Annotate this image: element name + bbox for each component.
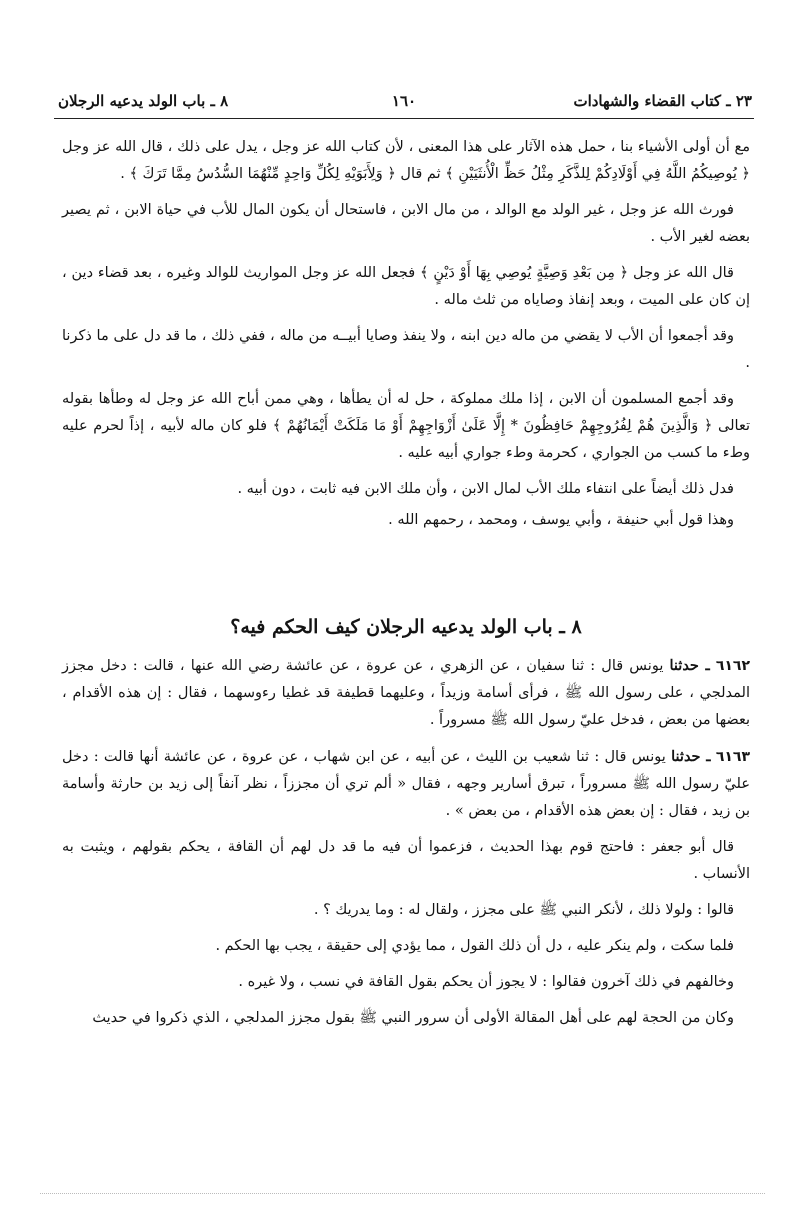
- header-book-title: ٢٣ ـ كتاب القضاء والشهادات: [573, 92, 752, 110]
- paragraph: مع أن أولى الأشياء بنا ، حمل هذه الآثار على هذا المعنى ، لأن كتاب الله عز وجل ، يدل على ذلك ، قال الله عز وجل ﴿ يُوصِيكُمُ اللَّهُ فِي أَوْلَادِكُمْ لِلذَّكَرِ مِثْلُ حَظِّ الْأُنثَيَيْنِ ﴾ ثم قال ﴿ وَلِأَبَوَيْهِ لِكُلِّ وَاحِدٍ مِّنْهُمَا السُّدُسُ مِمَّا تَرَكَ ﴾ .: [62, 139, 750, 182]
- paragraph: وهذا قول أبي حنيفة ، وأبي يوسف ، ومحمد ، رحمهم الله .: [388, 512, 734, 528]
- hadith-entry: [62, 743, 750, 825]
- hadith-number: ٦١٦٣: [715, 749, 751, 765]
- page-number: ١٦٠: [391, 92, 417, 110]
- paragraph: وخالفهم في ذلك آخرون فقالوا : لا يجوز أن يحكم بقول القافة في نسب ، ولا غيره .: [238, 974, 734, 990]
- body-text-bottom: [62, 652, 750, 1041]
- paragraph: قال الله عز وجل ﴿ مِن بَعْدِ وَصِيَّةٍ يُوصِي بِهَا أَوْ دَيْنٍ ﴾ فجعل الله عز وجل المواريث للوالد وغيره ، بعد قضاء دين ، إن كان على الميت ، وبعد إنفاذ وصاياه من ثلث ماله .: [62, 265, 750, 308]
- header-chapter-title: ٨ ـ باب الولد يدعيه الرجلان: [58, 92, 229, 110]
- body-text-top: [62, 134, 750, 538]
- header-rule: [54, 118, 754, 119]
- paragraph: وقد أجمعوا أن الأب لا يقضي من ماله دين ابنه ، ولا ينفذ وصايا أبيــه من ماله ، ففي ذلك ، ما قد دل على ما ذكرنا .: [62, 328, 750, 371]
- paragraph: فدل ذلك أيضاً على انتفاء ملك الأب لمال الابن ، وأن ملك الابن فيه ثابت ، دون أبيه .: [237, 481, 734, 497]
- paragraph: وكان من الحجة لهم على أهل المقالة الأولى أن سرور النبي ﷺ بقول مجزز المدلجي ، الذي ذكروا في حديث: [92, 1010, 734, 1026]
- running-header: [54, 86, 754, 118]
- paragraph: قال أبو جعفر : فاحتج قوم بهذا الحديث ، فزعموا أن فيه ما قد دل لهم أن القافة ، يحكم بقولهم ، ويثبت به الأنساب .: [62, 839, 750, 882]
- hadith-narration-word: ـ حدثنا: [669, 657, 710, 674]
- hadith-number: ٦١٦٢: [715, 658, 751, 674]
- hadith-entry: [62, 652, 750, 734]
- paragraph: فورث الله عز وجل ، غير الولد مع الوالد ، من مال الابن ، فاستحال أن يكون المال للأب في حياة الابن ، ثم يصير بعضه لغير الأب .: [62, 202, 750, 245]
- paragraph: قالوا : ولولا ذلك ، لأنكر النبي ﷺ على مجزز ، ولقال له : وما يدريك ؟ .: [313, 902, 734, 918]
- paragraph: فلما سكت ، ولم ينكر عليه ، دل أن ذلك القول ، مما يؤدي إلى حقيقة ، يجب بها الحكم .: [215, 938, 734, 954]
- hadith-text: يونس قال : ثنا شعيب بن الليث ، عن أبيه ، عن ابن شهاب ، عن عروة ، عن عائشة أنها قالت : دخل عليّ رسول الله ﷺ مسروراً ، تبرق أسارير وجهه ، فقال « ألم تري أن مجززاً ، نظر آنفاً إلى زيد بن حارثة وأسامة بن زيد ، فقال : إن بعض هذه الأقدام ، من بعض » .: [62, 749, 750, 819]
- section-title: ٨ ـ باب الولد يدعيه الرجلان كيف الحكم فيه؟: [230, 616, 582, 638]
- scan-bottom-edge: [40, 1193, 765, 1194]
- hadith-text: يونس قال : ثنا سفيان ، عن الزهري ، عن عروة ، عن عائشة رضي الله عنها ، قالت : دخل مجزز المدلجي ، على رسول الله ﷺ ، فرأى أسامة وزيداً ، وعليهما قطيفة قد غطيا رءوسهما ، فقال : إن هذه الأقدام ، بعضها من بعض ، فدخل عليّ رسول الله ﷺ مسروراً .: [62, 658, 750, 728]
- paragraph: وقد أجمع المسلمون أن الابن ، إذا ملك مملوكة ، حل له أن يطأها ، وهي ممن أباح الله عز وجل له وطأها بقوله تعالى ﴿ وَالَّذِينَ هُمْ لِفُرُوجِهِمْ حَافِظُونَ * إِلَّا عَلَىٰ أَزْوَاجِهِمْ أَوْ مَا مَلَكَتْ أَيْمَانُهُمْ ﴾ فلو كان ماله لأبيه ، إذاً لحرم عليه وطء ما كسب من الجواري ، كحرمة وطء جواري أبيه عليه .: [62, 391, 750, 461]
- hadith-narration-word: ـ حدثنا: [671, 748, 711, 765]
